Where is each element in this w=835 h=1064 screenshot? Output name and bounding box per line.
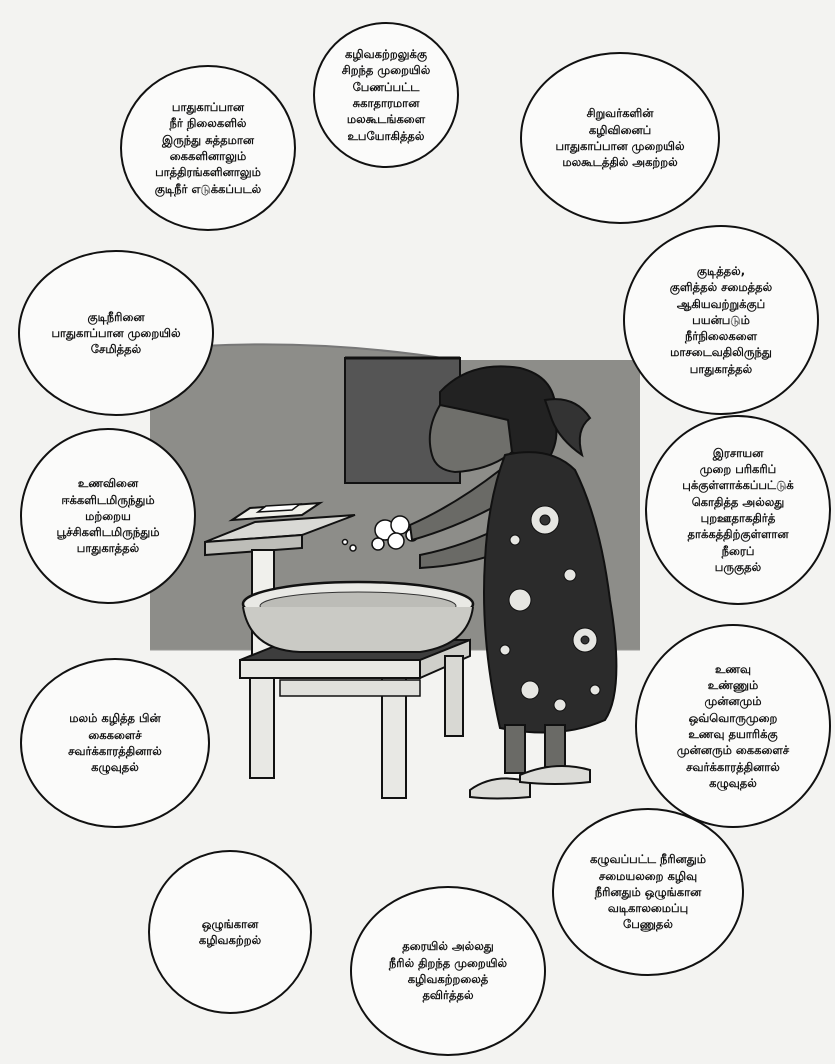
bubble-right-lower <box>635 624 831 828</box>
bubble-text: குடிநீரினை பாதுகாப்பான முறையில் சேமித்தல் <box>51 309 181 357</box>
bubble-bottom-left <box>148 850 312 1014</box>
right-sandal <box>520 766 590 784</box>
bubble-left-middle <box>20 428 196 604</box>
bubble-text: மலம் கழித்த பின் கைகளைச் சவர்க்காரத்தினால் கழுவுதல் <box>68 711 162 775</box>
bubble-text: பாதுகாப்பான நீர் நிலைகளில் இருந்து சுத்தமான கைகளினாலும் பாத்திரங்களினாலும் குடிநீர் எடுக்கப்படல் <box>154 100 262 196</box>
bubble-text: தரையில் அல்லது நீரில் திறந்த முறையில் கழிவகற்றலைத் தவிர்த்தல் <box>388 939 508 1003</box>
bubble-top-center <box>313 22 459 168</box>
bubble-right-middle <box>645 415 831 605</box>
stool-with-basin <box>240 582 473 798</box>
bubble-left-lower <box>20 658 210 828</box>
bubble-text: உணவினை ஈக்களிடமிருந்தும் மற்றைய பூச்சிகளிடமிருந்தும் பாதுகாத்தல் <box>56 476 160 556</box>
bubble-text: உணவு உண்ணும் முன்னமும் ஒவ்வொருமுறை உணவு தயாரிக்கு முன்னரும் கைகளைச் சவர்க்காரத்தினால் கழுவுதல் <box>676 661 790 790</box>
bubble-top-right <box>520 52 720 224</box>
bubble-text: கழிவகற்றலுக்கு சிறந்த முறையில் பேணப்பட்ட சுகாதாரமான மலகூடங்களை உபயோகித்தல் <box>341 47 431 143</box>
bubble-top-left <box>120 65 296 231</box>
bubble-bottom-center <box>350 886 546 1056</box>
bubble-text: இரசாயன முறை பரிகரிப் புக்குள்ளாக்கப்பட்டுக் கொதித்த அல்லது புறஊதாகதிர்த் தாக்கத்திற்குள்ளான நீரைப் பருகுதல் <box>682 445 794 574</box>
bubble-text: சிறுவர்களின் கழிவினைப் பாதுகாப்பான முறையில் மலகூடத்தில் அகற்றல் <box>555 106 685 170</box>
bubble-text: கழுவப்பட்ட நீரினதும் சமையலறை கழிவு நீரினதும் ஒழுங்கான வடிகாலமைப்பு பேணுதல் <box>589 852 707 932</box>
bubble-left-upper <box>18 250 214 416</box>
bubble-right-upper <box>623 225 819 415</box>
bubble-text: ஒழுங்கான கழிவகற்றல் <box>198 916 262 947</box>
bubble-text: குடித்தல், குளித்தல் சமைத்தல் ஆகியவற்றுக்குப் பயன்படும் நீர்நிலைகளை மாசடைவதிலிருந்து பாதுகாத்தல் <box>669 263 773 376</box>
bubble-bottom-right <box>552 808 744 976</box>
